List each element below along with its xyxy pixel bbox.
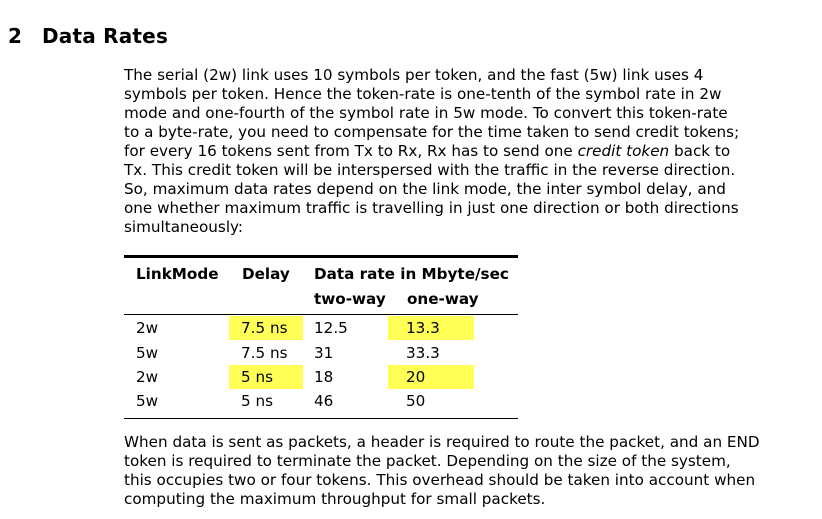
outro-line: When data is sent as packets, a header is required to route the packet, and an END [124,433,760,451]
header-delay: Delay [242,265,290,283]
intro-line: to a byte-rate, you need to compensate for the time taken to send credit tokens; [124,123,740,141]
cell-twoway: 31 [314,344,334,362]
header-oneway: one-way [407,290,479,308]
header-linkmode: LinkMode [136,265,219,283]
outro-line: token is required to terminate the packet. Depending on the size of the system, [124,452,731,470]
cell-oneway: 13.3 [406,319,440,337]
cell-delay: 5 ns [241,368,274,386]
cell-delay: 7.5 ns [241,344,288,362]
intro-line [124,142,784,161]
intro-line: So, maximum data rates depend on the link mode, the inter symbol delay, and [124,180,726,198]
cell-twoway: 12.5 [314,319,348,337]
cell-linkmode: 5w [136,392,159,410]
intro-text: for every 16 tokens sent from Tx to Rx, Rx has to send one [124,142,578,160]
outro-paragraph [124,433,784,509]
intro-line: The serial (2w) link uses 10 symbols per token, and the fast (5w) link uses 4 [124,66,704,84]
table-header-rule [124,314,518,315]
outro-line: this occupies two or four tokens. This overhead should be taken into account when [124,471,756,489]
section-title: Data Rates [42,24,169,48]
intro-text: back to [669,142,731,160]
cell-oneway: 33.3 [406,344,440,362]
table-bottom-rule [124,418,518,419]
table-top-rule [124,255,518,258]
intro-line: one whether maximum traffic is travelling in just one direction or both directions [124,199,739,217]
cell-twoway: 18 [314,368,334,386]
section-number: 2 [8,24,23,48]
cell-linkmode: 5w [136,344,159,362]
cell-delay: 7.5 ns [241,319,288,337]
cell-linkmode: 2w [136,368,159,386]
cell-oneway: 50 [406,392,426,410]
oneway-highlight [388,365,474,389]
intro-line: Tx. This credit token will be interspersed with the traffic in the reverse direction. [124,161,736,179]
cell-twoway: 46 [314,392,334,410]
intro-line: mode and one-fourth of the symbol rate in 5w mode. To convert this token-rate [124,104,728,122]
intro-paragraph [124,66,784,237]
section-heading [8,24,168,48]
header-datarate: Data rate in Mbyte/sec [314,265,509,283]
intro-line: symbols per token. Hence the token-rate is one-tenth of the symbol rate in 2w [124,85,722,103]
cell-oneway: 20 [406,368,426,386]
cell-linkmode: 2w [136,319,159,337]
credit-token-emphasis: credit token [577,142,670,160]
outro-line: computing the maximum throughput for small packets. [124,490,546,508]
header-twoway: two-way [314,290,386,308]
intro-line: simultaneously: [124,218,244,236]
cell-delay: 5 ns [241,392,274,410]
